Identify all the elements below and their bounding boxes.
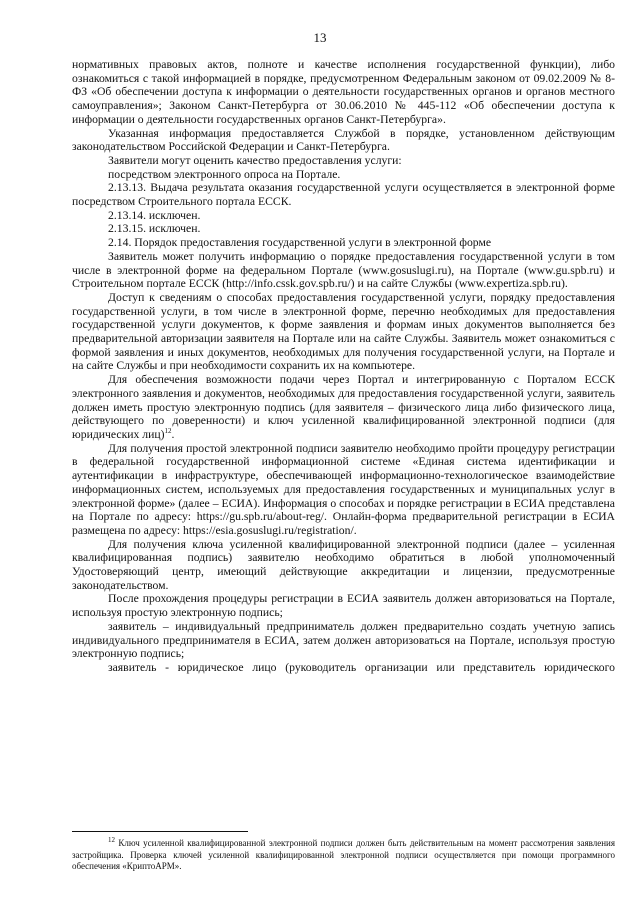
paragraph: Для обеспечения возможности подачи через Портал и интегрированную с Порталом ЕССК электронного заявления и документов, необходимых для предоставления государственной услуги, заявитель должен иметь простую электронную подпись (для заявителя – физического лица либо физического лица, действующего по доверенности) и ключ усиленной квалифицированной электронной подписи (для юридических лиц)$^{12}$.: [72, 373, 615, 441]
paragraph: Для получения ключа усиленной квалифицированной электронной подписи (далее – усиленная квалифицированная подпись) заявителю необходимо обратиться в любой уполномоченный Удостоверяющий центр, имеющий действующие аккредитации и лицензии, предусмотренные законодательством.: [72, 537, 615, 592]
paragraph: Для получения простой электронной подписи заявителю необходимо пройти процедуру регистрации в федеральной государственной информационной системе «Единая система идентификации и аутентификации в инфраструктуре, обеспечивающей информационно-технологическое взаимодействие информационных систем, используемых для предоставления государственных и муниципальных услуг в электронной форме» (далее – ЕСИА). Информация о способах и порядке регистрации в ЕСИА представлена на Портале по адресу: https://gu.spb.ru/about-reg/. Онлайн-форма предварительной регистрации в ЕСИА размещена по адресу: https://esia.gosuslugi.ru/registration/.: [72, 441, 615, 537]
paragraph: нормативных правовых актов, полноте и качестве исполнения государственной функции), либо ознакомиться с такой информацией в порядке, предусмотренном Федеральным законом от 09.02.2009 № 8-ФЗ «Об обеспечении доступа к информации о деятельности государственных органов и органов местного самоуправления»; Законом Санкт-Петербурга от 30.06.2010 № 445-112 «Об обеспечении доступа к информации о деятельности государственных органов Санкт-Петербурга».: [72, 58, 615, 126]
body-text: [72, 58, 615, 675]
paragraph: Доступ к сведениям о способах предоставления государственной услуги, порядку предоставления государственной услуги, в том числе в электронной форме, перечню необходимых для предоставления государственной услуги документов, к форме заявления и формам иных документов выполняется без предварительной авторизации заявителя на Портале или на сайте Службы. Заявитель может ознакомиться с формой заявления и иных документов, необходимых для получения государственной услуги, на Портале и на сайте Службы и при необходимости сохранить их на компьютере.: [72, 290, 615, 373]
page-number: 13: [313, 30, 327, 45]
paragraph: 2.13.14. исключен.: [108, 208, 201, 222]
paragraph: 2.13.13. Выдача результата оказания государственной услуги осуществляется в электронной форме посредством Строительного портала ЕССК.: [72, 181, 615, 209]
paragraph: Заявители могут оценить качество предоставления услуги:: [108, 153, 402, 167]
paragraph: посредством электронного опроса на Портале.: [108, 167, 341, 181]
footnote-paragraph: [72, 838, 615, 873]
footnote-marker: 12: [164, 427, 172, 436]
paragraph: 2.13.15. исключен.: [108, 222, 201, 236]
footnote: [72, 838, 615, 873]
paragraph: заявитель - юридическое лицо (руководитель организации или представитель юридического: [108, 660, 615, 674]
footnote-text: Ключ усиленной квалифицированной электронной подписи должен быть действительным на момент рассмотрения заявления застройщика. Проверка ключей усиленной квалифицированной электронной подписи осуществляется при помощи программного обеспечения «КриптоАРМ».: [72, 838, 616, 871]
footnote-divider: [72, 831, 248, 832]
section-heading: 2.14. Порядок предоставления государственной услуги в электронной форме: [108, 236, 492, 250]
paragraph: После прохождения процедуры регистрации в ЕСИА заявитель должен авторизоваться на Портале, используя простую электронную подпись;: [72, 592, 615, 620]
footnote-number: 12: [108, 836, 115, 844]
paragraph: заявитель – индивидуальный предприниматель должен предварительно создать учетную запись индивидуального предпринимателя в ЕСИА, затем должен авторизоваться на Портале, используя простую электронную подпись;: [72, 619, 615, 661]
paragraph: Заявитель может получить информацию о порядке предоставления государственной услуги в том числе в электронной форме на федеральном Портале (www.gosuslugi.ru), на Портале (www.gu.spb.ru) и Строительном портале ЕССК (http://info.cssk.gov.spb.ru/) и на сайте Службы (www.expertiza.spb.ru).: [72, 249, 615, 291]
paragraph-text: Для обеспечения возможности подачи через Портал и интегрированную с Порталом ЕССК электронного заявления и документов, необходимых для предоставления государственной услуги, заявитель должен иметь простую электронную подпись (для заявителя – физического лица либо физического лица, действующего по доверенности) и ключ усиленной квалифицированной электронной подписи (для юридических лиц): [72, 373, 615, 441]
paragraph: Указанная информация предоставляется Службой в порядке, установленном действующим законодательством Российской Федерации и Санкт-Петербурга.: [72, 126, 615, 154]
